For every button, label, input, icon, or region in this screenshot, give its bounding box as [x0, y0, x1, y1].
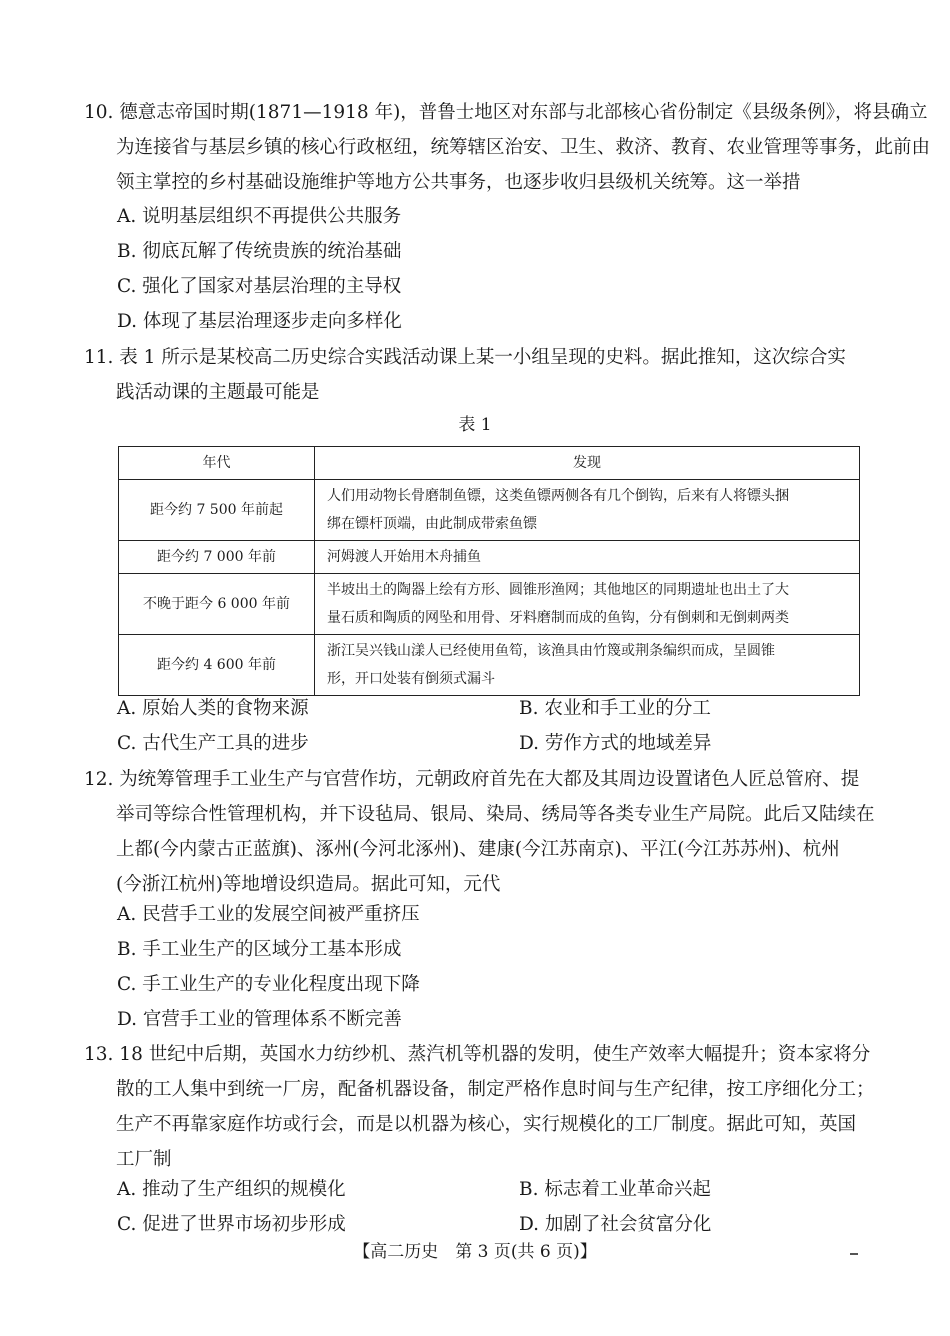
cell-line: 人们用动物长骨磨制鱼镖，这类鱼镖两侧各有几个倒钩，后来有人将镖头捆 [327, 488, 789, 504]
discovery-cell [315, 541, 860, 574]
table-caption: 表 1 [458, 415, 492, 435]
cell-line: 浙江吴兴钱山漾人已经使用鱼笱，该渔具由竹篾或荆条编织而成，呈圆锥 [327, 643, 775, 659]
cell-line: 半坡出土的陶器上绘有方形、圆锥形渔网；其他地区的同期遗址也出土了大 [327, 582, 789, 598]
question-10-stem [84, 95, 931, 200]
discovery-cell [315, 635, 860, 696]
question-11-option-d[interactable]: D. 劳作方式的地域差异 [519, 733, 712, 754]
question-13-option-c[interactable]: C. 促进了世界市场初步形成 [117, 1214, 346, 1235]
question-line: 为连接省与基层乡镇的核心行政枢纽，统筹辖区治安、卫生、救济、教育、农业管理等事务，此前由 [116, 137, 931, 158]
question-12-option-c[interactable]: C. 手工业生产的专业化程度出现下降 [117, 974, 420, 995]
question-12-option-d[interactable]: D. 官营手工业的管理体系不断完善 [117, 1009, 402, 1030]
question-line: 生产不再靠家庭作坊或行会，而是以机器为核心，实行规模化的工厂制度。据此可知，英国 [116, 1114, 857, 1135]
question-12-stem [84, 762, 875, 902]
cell-line: 绑在镖杆顶端，由此制成带索鱼镖 [327, 516, 537, 532]
question-line: 12. 为统筹管理手工业生产与官营作坊，元朝政府首先在大都及其周边设置诸色人匠总管府、提 [84, 769, 860, 790]
question-line: 领主掌控的乡村基础设施维护等地方公共事务，也逐步收归县级机关统筹。这一举措 [116, 172, 801, 193]
table-row [119, 635, 860, 696]
table-row [119, 574, 860, 635]
era-cell: 不晚于距今 6 000 年前 [119, 574, 315, 635]
cell-line: 形，开口处装有倒须式漏斗 [327, 671, 495, 687]
cell-line: 量石质和陶质的网坠和用骨、牙料磨制而成的鱼钩，分有倒刺和无倒刺两类 [327, 610, 789, 626]
question-line: 践活动课的主题最可能是 [116, 382, 320, 403]
question-line: 工厂制 [116, 1149, 172, 1170]
question-line: 上都(今内蒙古正蓝旗)、涿州(今河北涿州)、建康(今江苏南京)、平江(今江苏苏州)、杭州 [116, 839, 840, 860]
question-10-option-a[interactable]: A. 说明基层组织不再提供公共服务 [117, 206, 402, 227]
question-line: (今浙江杭州)等地增设织造局。据此可知，元代 [116, 874, 501, 895]
table-row [119, 541, 860, 574]
question-12-option-a[interactable]: A. 民营手工业的发展空间被严重挤压 [117, 904, 420, 925]
era-cell: 距今约 7 500 年前起 [119, 480, 315, 541]
question-line: 13. 18 世纪中后期，英国水力纺纱机、蒸汽机等机器的发明，使生产效率大幅提升；资本家将分 [84, 1044, 871, 1065]
cell-line: 河姆渡人开始用木舟捕鱼 [327, 549, 481, 565]
question-11-option-b[interactable]: B. 农业和手工业的分工 [519, 698, 711, 719]
column-header-era: 年代 [119, 447, 315, 480]
question-13-option-d[interactable]: D. 加剧了社会贫富分化 [519, 1214, 712, 1235]
era-cell: 距今约 4 600 年前 [119, 635, 315, 696]
question-10-option-b[interactable]: B. 彻底瓦解了传统贵族的统治基础 [117, 241, 402, 262]
question-11-option-a[interactable]: A. 原始人类的食物来源 [117, 698, 309, 719]
question-line: 10. 德意志帝国时期(1871—1918 年)，普鲁士地区对东部与北部核心省份制定《县级条例》，将县确立 [84, 102, 928, 123]
question-13-option-a[interactable]: A. 推动了生产组织的规模化 [117, 1179, 346, 1200]
question-12-option-b[interactable]: B. 手工业生产的区域分工基本形成 [117, 939, 402, 960]
question-13-option-b[interactable]: B. 标志着工业革命兴起 [519, 1179, 711, 1200]
question-line: 散的工人集中到统一厂房，配备机器设备，制定严格作息时间与生产纪律，按工序细化分工； [116, 1079, 875, 1100]
page-footer: 【高二历史 第 3 页(共 6 页)】 [353, 1242, 597, 1262]
question-13-stem [84, 1037, 875, 1177]
question-11-option-c[interactable]: C. 古代生产工具的进步 [117, 733, 309, 754]
table-row [119, 480, 860, 541]
question-10-option-d[interactable]: D. 体现了基层治理逐步走向多样化 [117, 311, 402, 332]
discovery-cell [315, 574, 860, 635]
question-10-option-c[interactable]: C. 强化了国家对基层治理的主导权 [117, 276, 402, 297]
column-header-discovery: 发现 [315, 447, 860, 480]
history-table [118, 446, 860, 696]
question-11-stem [84, 340, 864, 410]
question-line: 举司等综合性管理机构，并下设毡局、银局、染局、绣局等各类专业生产局院。此后又陆续在 [116, 804, 875, 825]
edge-mark [850, 1253, 858, 1255]
question-line: 11. 表 1 所示是某校高二历史综合实践活动课上某一小组呈现的史料。据此推知，这次综合实 [84, 347, 846, 368]
table-header-row [119, 447, 860, 480]
discovery-cell [315, 480, 860, 541]
era-cell: 距今约 7 000 年前 [119, 541, 315, 574]
